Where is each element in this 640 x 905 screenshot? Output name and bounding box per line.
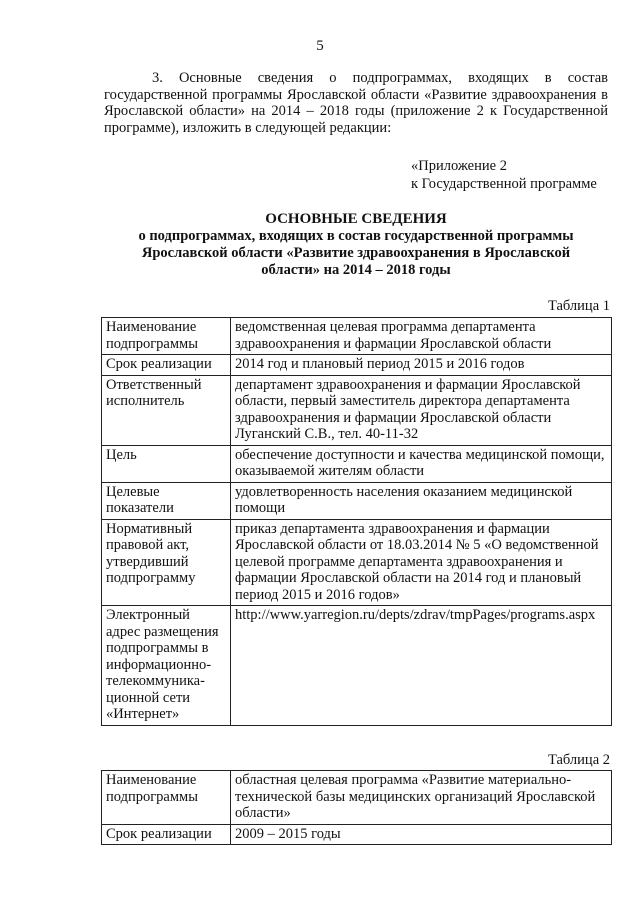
table-cell-value: 2009 – 2015 годы xyxy=(231,824,612,845)
table-cell-name: Электронный адрес размещения подпрограммы в информационно-телекоммуника-ционной сети «Интернет» xyxy=(102,606,231,726)
appendix-line-1: «Приложение 2 xyxy=(411,158,507,174)
section-heading xyxy=(104,210,608,279)
table-cell-name: Нормативный правовой акт, утвердивший подпрограмму xyxy=(102,519,231,606)
table-1 xyxy=(101,317,612,726)
table-cell-value: 2014 год и плановый период 2015 и 2016 годов xyxy=(231,355,612,376)
table-cell-value: удовлетворенность населения оказанием медицинской помощи xyxy=(231,482,612,519)
page-number: 5 xyxy=(316,38,324,54)
table-row xyxy=(102,375,612,445)
table-row xyxy=(102,318,612,355)
table-cell-value: ведомственная целевая программа департамента здравоохранения и фармации Ярославской области xyxy=(231,318,612,355)
table-2-label: Таблица 2 xyxy=(547,752,610,768)
table-cell-name: Цель xyxy=(102,445,231,482)
url-link[interactable]: http://www.yarregion.ru/depts/zdrav/tmpPages/programs.aspx xyxy=(235,607,596,623)
table-cell-name: Наименование подпрограммы xyxy=(102,318,231,355)
table-cell-value xyxy=(231,606,612,726)
table-row xyxy=(102,519,612,606)
table-cell-value: департамент здравоохранения и фармации Ярославской области, первый заместитель директора департамента здравоохранения и фармации Ярославской области Луганский С.В., тел. 40-11-32 xyxy=(231,375,612,445)
table-row xyxy=(102,355,612,376)
table-cell-name-text: Срок реализации xyxy=(106,825,212,842)
table-cell-value: приказ департамента здравоохранения и фармации Ярославской области от 18.03.2014 № 5 «О ведомственной целевой программе департамента здравоохранения и фармации Ярославской области на 2014 год и плановый период 2015 и 2016 годов» xyxy=(231,519,612,606)
appendix-line-2: к Государственной программе xyxy=(411,176,597,192)
table-cell-value: обеспечение доступности и качества медицинской помощи, оказываемой жителям области xyxy=(231,445,612,482)
heading-subtitle: о подпрограммах, входящих в состав государственной программы Ярославской области «Развитие здравоохранения в Ярославской области» на 2014 – 2018 годы xyxy=(138,228,574,278)
table-cell-name-text: Срок реализации xyxy=(106,356,212,372)
table-row xyxy=(102,771,612,825)
table-2 xyxy=(101,770,612,845)
table-row xyxy=(102,445,612,482)
table-cell-name: Ответственный исполнитель xyxy=(102,375,231,445)
heading-title: ОСНОВНЫЕ СВЕДЕНИЯ xyxy=(265,211,447,227)
table-row xyxy=(102,824,612,845)
table-cell-name xyxy=(102,355,231,376)
table-row xyxy=(102,606,612,726)
table-1-label: Таблица 1 xyxy=(547,298,610,314)
table-cell-name: Наименование подпрограммы xyxy=(102,771,231,825)
table-row xyxy=(102,482,612,519)
intro-paragraph: 3. Основные сведения о подпрограммах, входящих в состав государственной программы Ярославской области «Развитие здравоохранения в Ярославской области» на 2014 – 2018 годы (приложение 2 к Государственной программе), изложить в следующей редакции: xyxy=(104,70,608,136)
appendix-reference xyxy=(411,158,597,194)
table-cell-name: Целевые показатели xyxy=(102,482,231,519)
table-cell-value: областная целевая программа «Развитие материально-технической базы медицинских организаций Ярославской области» xyxy=(231,771,612,825)
table-cell-name xyxy=(102,824,231,845)
